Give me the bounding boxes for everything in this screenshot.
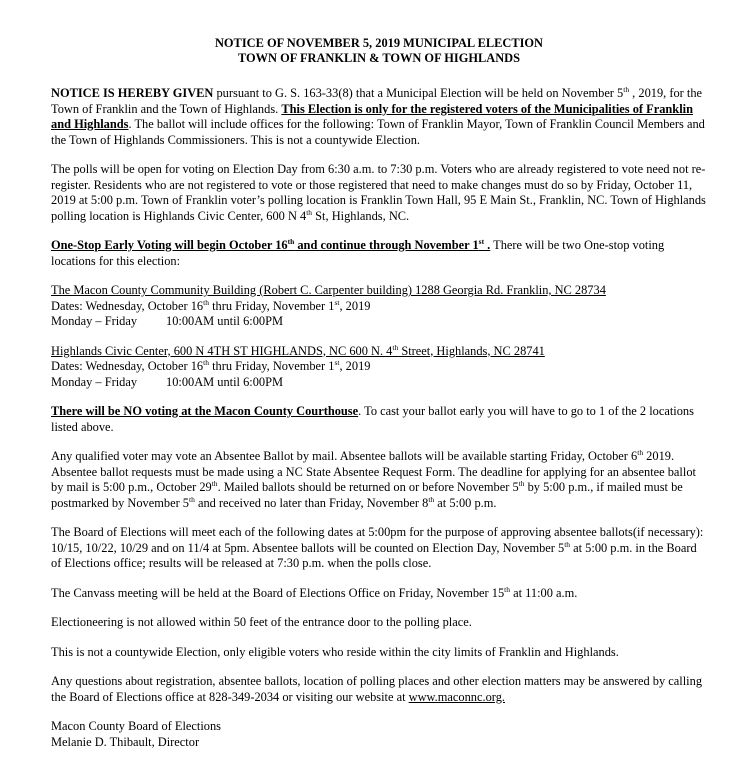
text: thru Friday, November 1 [208,359,335,373]
text: at 5:00 p.m. in the Board of Elections office; results will be released at 7:30 p.m. when the polls close. [51,540,697,570]
text: pursuant to G. S. 163-33(8) that a Municipal Election will be held on November 5 [213,86,624,100]
questions-paragraph [51,674,707,705]
superscript: th [428,494,435,504]
superscript: th [287,236,295,246]
signature-block [51,719,707,750]
superscript: th [203,357,209,367]
superscript: st [334,297,340,307]
canvass-paragraph [51,586,707,602]
text: There will be two One-stop voting locations for this election: [51,238,665,268]
text: Any qualified voter may vote an Absentee Ballot by mail. Absentee ballots will be available starting Friday, October 6 [51,449,638,463]
location-1 [51,283,707,330]
superscript: st [334,357,340,367]
signature-organization: Macon County Board of Elections [51,719,221,733]
location-2 [51,344,707,391]
text: and received no later than Friday, November 8 [194,495,429,510]
location-2-hours-row [51,375,707,391]
title-line-1: NOTICE OF NOVEMBER 5, 2019 MUNICIPAL ELECTION [214,36,544,50]
text: Any questions about registration, absentee ballots, location of polling places and other election matters may be answered by calling the Board of Elections office at 828-349-2034 or visiting our website at [51,674,703,704]
courthouse-warning: There will be NO voting at the Macon County Courthouse [51,404,359,418]
text: thru Friday, November 1 [208,298,335,313]
website-link[interactable]: www.maconnc.org. [408,689,505,704]
absentee-paragraph [51,449,707,511]
text: 2019. Absentee ballot requests must be made using a NC State Absentee Request Form. The deadline for applying for an absentee ballot by mail is 5:00 p.m., October 29 [51,449,696,494]
notice-title [51,36,707,66]
location-2-days: Monday – Friday [51,374,138,389]
superscript: th [189,494,195,504]
location-1-hours-row [51,314,707,330]
text: and continue through November 1 [294,238,479,252]
polls-paragraph [51,162,707,224]
text: by 5:00 p.m., if mailed must be postmarked by November 5 [51,480,683,510]
location-1-name: The Macon County Community Building (Robert C. Carpenter building) 1288 Georgia Rd. Franklin, NC 28734 [51,283,606,297]
title-line-2: TOWN OF FRANKLIN & TOWN OF HIGHLANDS [237,51,521,65]
text: The polls will be open for voting on Election Day from 6:30 a.m. to 7:30 p.m. Voters who are already registered to vote need not re-register. Residents who are not registered to vote or those registered that need to make changes must do so by Friday, October 11, 2019 at 5:00 p.m. Town of Franklin voter’s polling location is Franklin Town Hall, 95 E Main St., Franklin, NC. Town of Highlands polling location is Highlands Civic Center, 600 N 4 [51,162,706,223]
text: . [484,238,491,252]
text: , 2019 [339,359,371,373]
text: St, Highlands, NC. [312,208,410,223]
notice-paragraph-intro [51,86,707,148]
text: at 5:00 p.m. [434,495,497,510]
superscript: th [306,207,313,217]
text: . The ballot will include offices for the following: Town of Franklin Mayor, Town of Franklin Council Members and the Town of Highlands Commissioners. This is not a countywide Election. [51,117,705,147]
superscript: th [504,584,511,594]
superscript: th [637,447,644,457]
location-2-dates [51,359,707,375]
text: at 11:00 a.m. [510,585,578,600]
signature-name: Melanie D. Thibault, Director [51,734,200,749]
board-meeting-paragraph [51,525,707,572]
text: One-Stop Early Voting will begin October 16 [51,238,288,252]
notice-lead: NOTICE IS HEREBY GIVEN [51,86,214,100]
eligibility-statement: This Election is only for the registered voters of the Municipalities of Franklin and Highlands [51,101,693,131]
location-1-dates [51,299,707,315]
location-2-name [51,344,707,360]
superscript: th [518,478,525,488]
text: . Mailed ballots should be returned on or before November 5 [217,480,519,494]
superscript: th [203,297,209,307]
text: . To cast your ballot early you will have to go to 1 of the 2 locations listed above. [51,404,694,434]
text: , 2019 [339,298,371,313]
text: , 2019, for the Town of Franklin and the Town of Highlands. [51,86,703,116]
superscript: th [564,539,571,549]
location-2-hours: 10:00AM until 6:00PM [166,374,284,389]
early-voting-paragraph [51,238,707,269]
text: Dates: Wednesday, October 16 [51,359,204,373]
superscript: th [211,478,218,488]
superscript: th [623,84,630,94]
location-1-days: Monday – Friday [51,314,138,328]
early-voting-heading [51,238,490,252]
text: The Board of Elections will meet each of the following dates at 5:00pm for the purpose of approving absentee ballots(if necessary): 10/15, 10/22, 10/29 and on 11/4 at 5pm. Absentee ballots will be counted on Election Day, November 5 [51,525,704,555]
superscript: st [478,236,485,246]
location-1-hours: 10:00AM until 6:00PM [166,314,284,328]
electioneering-paragraph: Electioneering is not allowed within 50 feet of the entrance door to the polling place. [51,615,472,629]
text: The Canvass meeting will be held at the Board of Elections Office on Friday, November 15 [51,585,505,600]
eligibility-paragraph: This is not a countywide Election, only eligible voters who reside within the city limits of Franklin and Highlands. [51,644,619,659]
text: Street, Highlands, NC 28741 [398,343,545,358]
text: Highlands Civic Center, 600 N 4TH ST HIGHLANDS, NC 600 N. 4 [51,343,393,358]
text: Dates: Wednesday, October 16 [51,298,204,313]
superscript: th [392,342,399,352]
courthouse-paragraph [51,404,707,435]
